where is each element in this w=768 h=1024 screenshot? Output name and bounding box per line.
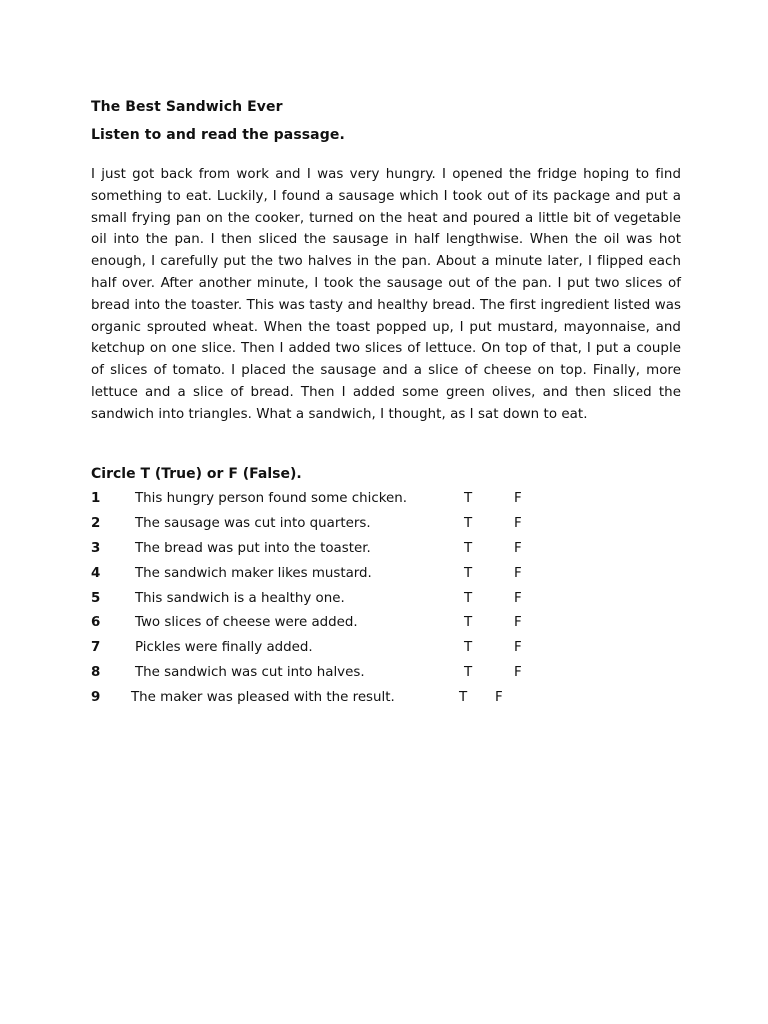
false-option[interactable]: F xyxy=(514,491,522,506)
false-option[interactable]: F xyxy=(514,640,522,656)
true-option[interactable]: T xyxy=(464,590,473,606)
question-number: 2 xyxy=(91,515,101,531)
question-row xyxy=(91,640,651,665)
true-option[interactable]: T xyxy=(464,565,473,581)
question-row xyxy=(91,491,651,516)
question-text: The sausage was cut into quarters. xyxy=(135,515,371,531)
question-text: The sandwich maker likes mustard. xyxy=(135,565,372,581)
question-row xyxy=(91,516,651,541)
question-number: 7 xyxy=(91,640,101,656)
question-text: This sandwich is a healthy one. xyxy=(135,590,345,606)
question-number: 9 xyxy=(91,690,101,706)
question-row xyxy=(91,591,651,616)
question-number: 4 xyxy=(91,565,101,581)
question-text: Pickles were finally added. xyxy=(135,640,313,656)
question-number: 3 xyxy=(91,540,101,556)
question-number: 6 xyxy=(91,615,101,631)
question-text: The maker was pleased with the result. xyxy=(131,690,395,706)
false-option[interactable]: F xyxy=(495,690,503,706)
question-number: 5 xyxy=(91,590,101,606)
true-option[interactable]: T xyxy=(464,615,473,631)
false-option[interactable]: F xyxy=(514,515,522,531)
question-number: 1 xyxy=(91,491,101,506)
question-row xyxy=(91,690,651,715)
true-option[interactable]: T xyxy=(464,515,473,531)
false-option[interactable]: F xyxy=(514,565,522,581)
true-option[interactable]: T xyxy=(464,540,473,556)
false-option[interactable]: F xyxy=(514,665,522,681)
true-option[interactable]: T xyxy=(464,665,473,681)
false-option[interactable]: F xyxy=(514,590,522,606)
question-row xyxy=(91,615,651,640)
question-row xyxy=(91,665,651,690)
instruction-text: Listen to and read the passage. xyxy=(91,127,345,143)
question-list xyxy=(91,491,651,715)
question-text: This hungry person found some chicken. xyxy=(135,491,407,506)
question-text: The bread was put into the toaster. xyxy=(135,540,371,556)
question-number: 8 xyxy=(91,665,101,681)
question-text: The sandwich was cut into halves. xyxy=(135,665,365,681)
true-option[interactable]: T xyxy=(464,491,473,506)
question-text: Two slices of cheese were added. xyxy=(135,615,358,631)
reading-passage: I just got back from work and I was very hungry. I opened the fridge hoping to find something to eat. Luckily, I found a sausage which I took out of its package and put a small frying pan on the cooker, turned on the heat and poured a little bit of vegetable oil into the pan. I then sliced the sausage in half lengthwise. When the oil was hot enough, I carefully put the two halves in the pan. About a minute later, I flipped each half over. After another minute, I took the sausage out of the pan. I put two slices of bread into the toaster. This was tasty and healthy bread. The first ingredient listed was organic sprouted wheat. When the toast popped up, I put mustard, mayonnaise, and ketchup on one slice. Then I added two slices of lettuce. On top of that, I put a couple of slices of tomato. I placed the sausage and a slice of cheese on top. Finally, more lettuce and a slice of bread. Then I added some green olives, and then sliced the sandwich into triangles. What a sandwich, I thought, as I sat down to eat. xyxy=(91,167,681,422)
question-row xyxy=(91,541,651,566)
false-option[interactable]: F xyxy=(514,540,522,556)
question-row xyxy=(91,566,651,591)
true-option[interactable]: T xyxy=(464,640,473,656)
false-option[interactable]: F xyxy=(514,615,522,631)
page-title: The Best Sandwich Ever xyxy=(91,99,283,115)
exercise-heading: Circle T (True) or F (False). xyxy=(91,466,302,482)
true-option[interactable]: T xyxy=(459,690,468,706)
